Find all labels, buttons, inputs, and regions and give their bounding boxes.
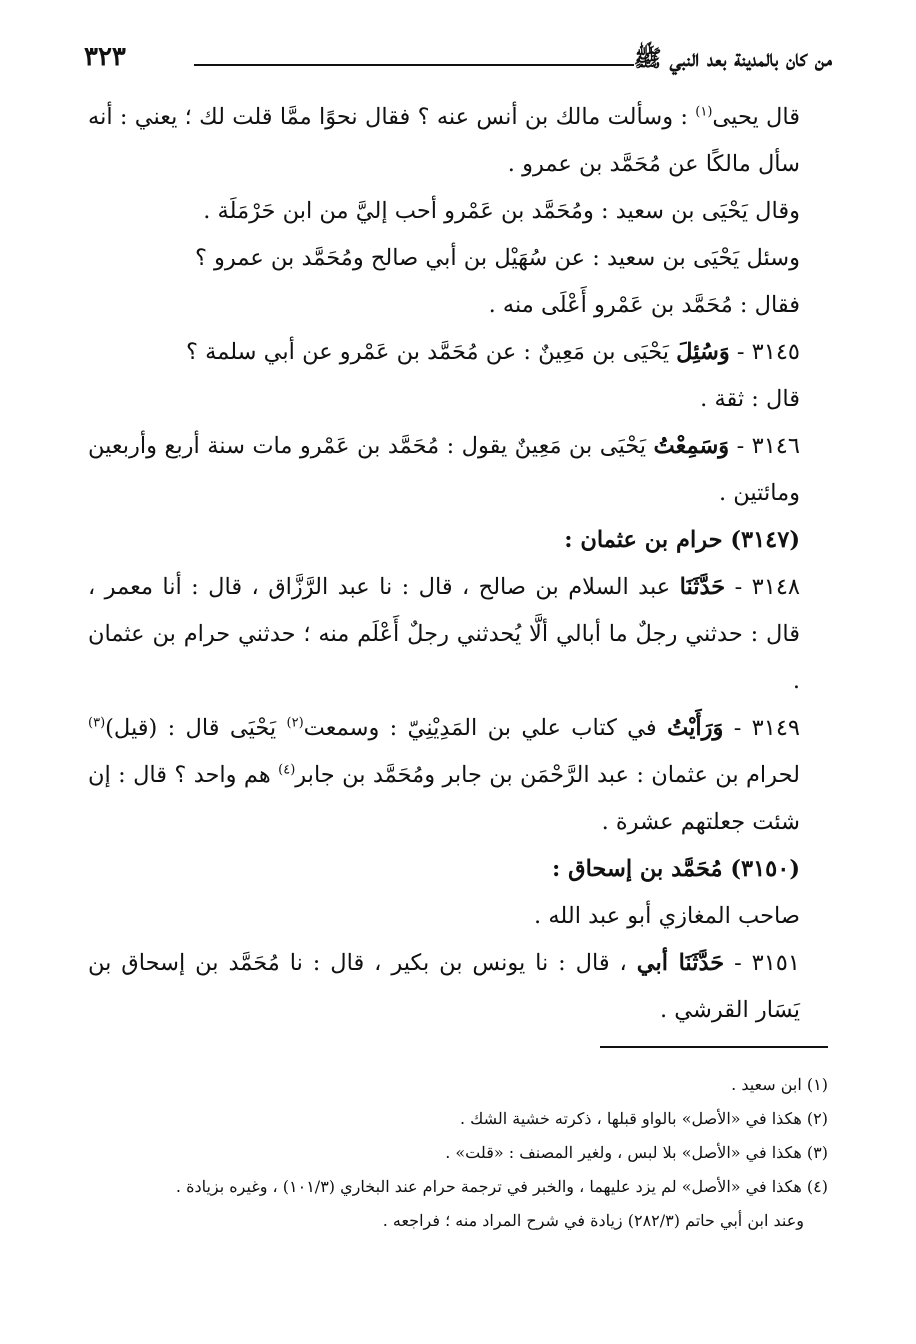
text-segment: يَحْيَى قال : (قيل) xyxy=(105,715,287,741)
footnote-ref: (٢) xyxy=(286,715,304,731)
main-text xyxy=(88,94,828,1034)
text-segment: قال يحيى xyxy=(712,104,800,130)
text-segment: يَحْيَى بن مَعِينٌ : عن مُحَمَّد بن عَمْرو عن أبي سلمة ؟ xyxy=(186,339,677,365)
text-segment: ، قال : نا يونس بن بكير ، قال : نا مُحَمَّد بن إسحاق بن يَسَار القرشي . xyxy=(88,950,800,1023)
paragraph: قال : ثقة . xyxy=(700,386,800,412)
paragraph: وقال يَحْيَى بن سعيد : ومُحَمَّد بن عَمْرو أحب إليَّ من ابن حَرْمَلَة . xyxy=(203,198,800,224)
text-segment: يَحْيَى بن مَعِينٌ يقول : مُحَمَّد بن عَمْرو مات سنة أربع وأربعين ومائتين . xyxy=(88,433,800,506)
entry-lead: حَدَّثَنَا أبي xyxy=(636,950,725,976)
header-rule xyxy=(194,64,634,66)
entry-number: ٣١٤٦ - xyxy=(729,433,800,459)
numbered-entry xyxy=(88,940,828,1034)
text-segment: في كتاب علي بن المَدِيْنِيّ : وسمعت xyxy=(303,715,668,741)
numbered-entry xyxy=(88,705,828,846)
footnote-2: (٢) هكذا في «الأصل» بالواو قبلها ، ذكرته خشية الشك . xyxy=(459,1109,828,1128)
entry-lead: وَرَأَيْتُ xyxy=(667,715,724,741)
footnote-ref: (٤) xyxy=(278,762,296,778)
footnote-3: (٣) هكذا في «الأصل» بلا لبس ، ولغير المصنف : «قلت» . xyxy=(445,1143,828,1162)
entry-number: ٣١٤٨ - xyxy=(725,574,800,600)
entry-number: ٣١٤٥ - xyxy=(729,339,800,365)
entry-lead: وَسُئِلَ xyxy=(676,339,730,365)
numbered-entry xyxy=(88,564,828,705)
paragraph: وسئل يَحْيَى بن سعيد : عن سُهَيْل بن أبي صالح ومُحَمَّد بن عمرو ؟ xyxy=(194,245,800,271)
numbered-entry xyxy=(88,329,828,376)
paragraph xyxy=(88,94,828,188)
text-segment: لحرام بن عثمان : عبد الرَّحْمَن بن جابر ومُحَمَّد بن جابر xyxy=(295,762,800,788)
footnote-1: (١) ابن سعيد . xyxy=(731,1075,828,1094)
footnotes xyxy=(88,1068,828,1238)
entry-lead: وَسَمِعْتُ xyxy=(653,433,730,459)
footnote-4-continuation: وعند ابن أبي حاتم (٢٨٢/٣) زيادة في شرح المراد منه ؛ فراجعه . xyxy=(382,1211,804,1230)
paragraph: فقال : مُحَمَّد بن عَمْرو أَعْلَى منه . xyxy=(488,292,800,318)
footnote-rule xyxy=(600,1046,828,1048)
text-segment: هم واحد ؟ قال : إن شئت جعلتهم عشرة . xyxy=(88,762,800,835)
page-header xyxy=(84,38,832,82)
text-segment: : وسألت مالك بن أنس عنه ؟ فقال نحوًا ممَّا قلت لك ؛ يعني : أنه سأل مالكًا عن مُحَمَّد بن عمرو . xyxy=(88,104,800,177)
entry-number: ٣١٤٩ - xyxy=(723,715,800,741)
page-number: ٣٢٣ xyxy=(84,42,126,72)
section-heading: (٣١٤٧) حرام بن عثمان : xyxy=(564,527,800,553)
footnote-ref: (١) xyxy=(695,104,713,120)
entry-lead: حَدَّثَنَا xyxy=(679,574,726,600)
numbered-entry xyxy=(88,423,828,517)
footnote-4: (٤) هكذا في «الأصل» لم يزد عليهما ، والخبر في ترجمة حرام عند البخاري (١٠١/٣) ، وغيره بزيادة . xyxy=(175,1177,828,1196)
entry-number: ٣١٥١ - xyxy=(724,950,800,976)
section-heading: (٣١٥٠) مُحَمَّد بن إسحاق : xyxy=(551,856,800,882)
footnote-ref: (٣) xyxy=(88,715,106,731)
running-title: من كان بالمدينة بعد النبي ﷺ xyxy=(633,45,832,72)
paragraph: صاحب المغازي أبو عبد الله . xyxy=(534,903,800,929)
text-segment: عبد السلام بن صالح ، قال : نا عبد الرَّزَّاق ، قال : أنا معمر ، قال : حدثني رجلٌ ما أبالي ألَّا يُحدثني رجلٌ أَعْلَم منه ؛ حدثني حرام بن عثمان . xyxy=(88,574,800,694)
